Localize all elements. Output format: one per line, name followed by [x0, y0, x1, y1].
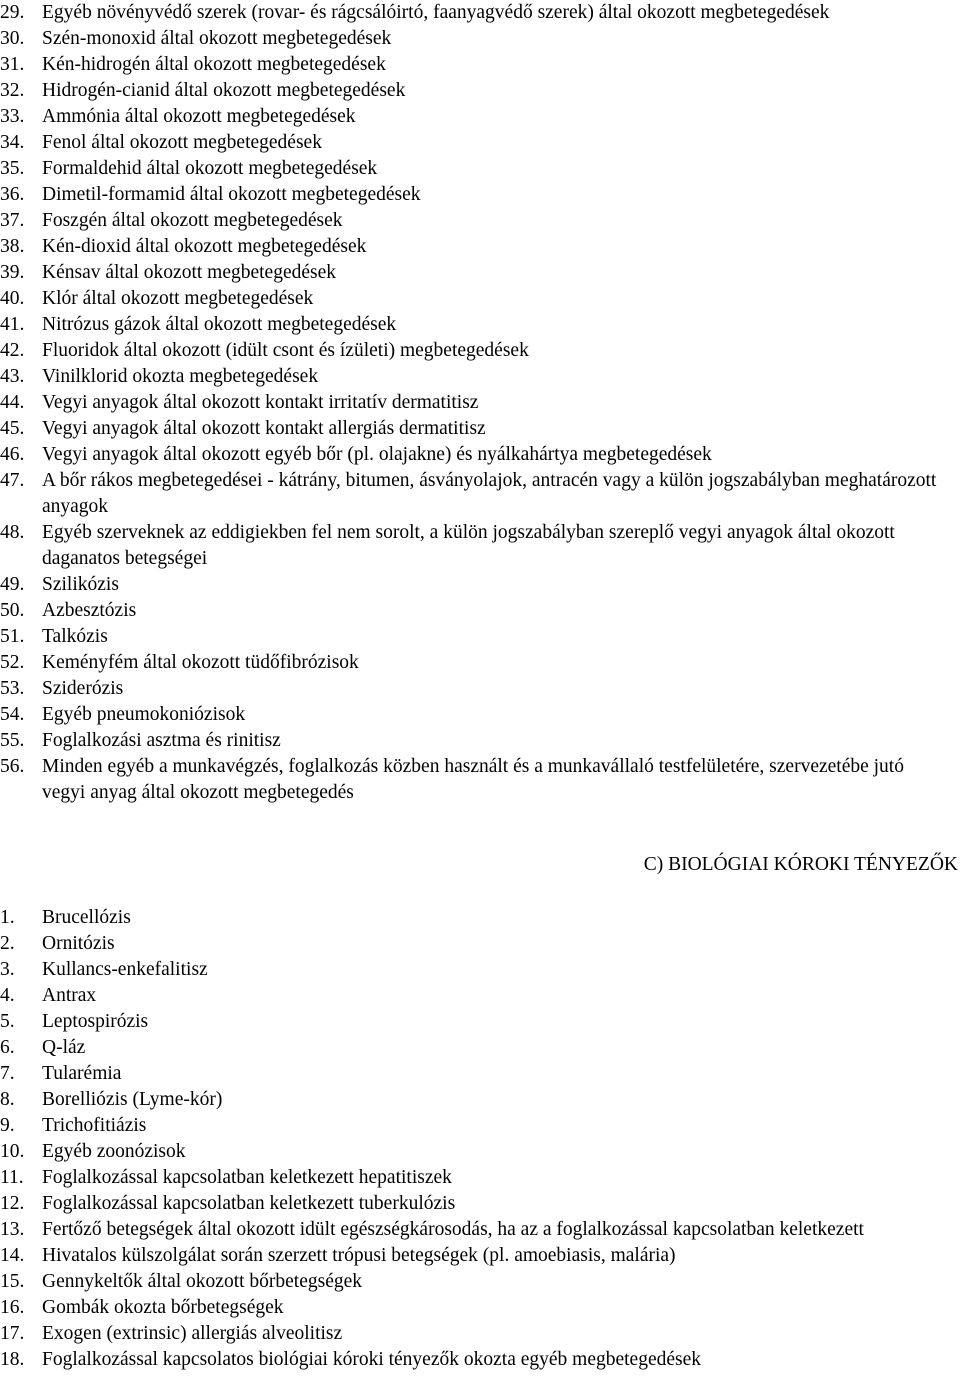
list-item [0, 1165, 950, 1191]
item-number: 37. [0, 210, 25, 231]
item-text: Borelliózis (Lyme-kór) [42, 1089, 223, 1110]
item-number: 41. [0, 314, 25, 335]
item-text: Egyéb pneumokoniózisok [42, 704, 246, 725]
item-text: Egyéb zoonózisok [42, 1141, 186, 1162]
item-text: Trichofitiázis [42, 1115, 147, 1136]
item-text: Foglalkozási asztma és rinitisz [42, 730, 281, 751]
item-number: 54. [0, 704, 25, 725]
item-number: 8. [0, 1089, 15, 1110]
item-number: 43. [0, 366, 25, 387]
item-number: 7. [0, 1063, 15, 1084]
item-number: 12. [0, 1193, 25, 1214]
item-text: Vinilklorid okozta megbetegedések [42, 366, 319, 387]
item-number: 3. [0, 959, 15, 980]
item-number: 4. [0, 985, 15, 1006]
item-number: 53. [0, 678, 25, 699]
item-number: 44. [0, 392, 25, 413]
item-number: 11. [0, 1167, 24, 1188]
item-number: 55. [0, 730, 25, 751]
item-text: Formaldehid által okozott megbetegedések [42, 158, 378, 179]
item-number: 17. [0, 1323, 25, 1344]
item-text: Foglalkozással kapcsolatban keletkezett hepatitiszek [42, 1167, 452, 1188]
list-item [0, 931, 950, 957]
list-item [0, 1321, 950, 1347]
section-c-heading: C) BIOLÓGIAI KÓROKI TÉNYEZŐK [643, 854, 958, 875]
list-item [0, 312, 950, 338]
item-text: Fertőző betegségek által okozott idült egészségkárosodás, ha az a foglalkozással kapcsolatban keletkezett [42, 1219, 864, 1240]
item-text: Leptospirózis [42, 1011, 149, 1032]
list-item [0, 260, 950, 286]
list-item [0, 338, 950, 364]
item-number: 48. [0, 522, 25, 543]
list-item [0, 78, 950, 104]
item-text: Sziderózis [42, 678, 124, 699]
item-text: Brucellózis [42, 907, 131, 928]
list-item [0, 130, 950, 156]
list-item [0, 624, 950, 650]
list-item [0, 1035, 950, 1061]
item-number: 34. [0, 132, 25, 153]
item-number: 30. [0, 28, 25, 49]
list-item [0, 286, 950, 312]
item-text: Kén-hidrogén által okozott megbetegedések [42, 54, 386, 75]
list-item [0, 905, 950, 931]
item-text: Dimetil-formamid által okozott megbetegedések [42, 184, 421, 205]
list-item [0, 1191, 950, 1217]
item-number: 35. [0, 158, 25, 179]
item-text: Fenol által okozott megbetegedések [42, 132, 322, 153]
item-text: Azbesztózis [42, 600, 137, 621]
list-item [0, 1139, 950, 1165]
item-text: Szilikózis [42, 574, 119, 595]
list-item [0, 1113, 950, 1139]
item-text: Foszgén által okozott megbetegedések [42, 210, 343, 231]
list-item [0, 390, 950, 416]
item-number: 29. [0, 2, 25, 23]
item-number: 13. [0, 1219, 25, 1240]
item-text: Tularémia [42, 1063, 122, 1084]
item-text: Kénsav által okozott megbetegedések [42, 262, 337, 283]
item-text: Antrax [42, 985, 97, 1006]
item-number: 39. [0, 262, 25, 283]
biological-diseases-list [0, 905, 950, 1373]
list-item [0, 0, 950, 26]
item-text: Szén-monoxid által okozott megbetegedések [42, 28, 392, 49]
item-number: 33. [0, 106, 25, 127]
list-item [0, 1217, 950, 1243]
list-item [0, 416, 950, 442]
item-text: Talkózis [42, 626, 108, 647]
item-number: 1. [0, 907, 15, 928]
list-item [0, 442, 950, 468]
list-item [0, 52, 950, 78]
item-number: 18. [0, 1349, 25, 1370]
item-text: Vegyi anyagok által okozott egyéb bőr (pl. olajakne) és nyálkahártya megbetegedések [42, 444, 712, 465]
item-number: 9. [0, 1115, 15, 1136]
list-item [0, 598, 950, 624]
list-item [0, 182, 950, 208]
list-item [0, 1295, 950, 1321]
item-text: Hidrogén-cianid által okozott megbetegedések [42, 80, 406, 101]
item-text: Exogen (extrinsic) allergiás alveolitisz [42, 1323, 343, 1344]
item-number: 5. [0, 1011, 15, 1032]
list-item [0, 1061, 950, 1087]
item-text: Vegyi anyagok által okozott kontakt allergiás dermatitisz [42, 418, 486, 439]
item-text: Ornitózis [42, 933, 115, 954]
list-item [0, 468, 950, 520]
item-number: 14. [0, 1245, 25, 1266]
item-number: 32. [0, 80, 25, 101]
item-number: 38. [0, 236, 25, 257]
item-text: Foglalkozással kapcsolatos biológiai kóroki tényezők okozta egyéb megbetegedések [42, 1349, 702, 1370]
list-item [0, 572, 950, 598]
item-number: 36. [0, 184, 25, 205]
item-text: Nitrózus gázok által okozott megbetegedések [42, 314, 397, 335]
item-text: Minden egyéb a munkavégzés, foglalkozás közben használt és a munkavállaló testfelületére, szervezetébe jutó vegyi anyag által okozott megbetegedés [42, 756, 904, 803]
item-number: 42. [0, 340, 25, 361]
item-number: 16. [0, 1297, 25, 1318]
list-item [0, 728, 950, 754]
item-text: Gombák okozta bőrbetegségek [42, 1297, 284, 1318]
item-text: A bőr rákos megbetegedései - kátrány, bitumen, ásványolajok, antracén vagy a külön jogszabályban meghatározott anyagok [42, 470, 937, 517]
list-item [0, 364, 950, 390]
list-item [0, 104, 950, 130]
list-item [0, 676, 950, 702]
list-item [0, 26, 950, 52]
item-number: 56. [0, 756, 25, 777]
item-text: Kén-dioxid által okozott megbetegedések [42, 236, 367, 257]
item-number: 31. [0, 54, 25, 75]
item-number: 45. [0, 418, 25, 439]
item-text: Egyéb szerveknek az eddigiekben fel nem sorolt, a külön jogszabályban szereplő vegyi anyagok által okozott daganatos betegségei [42, 522, 895, 569]
list-item [0, 957, 950, 983]
item-text: Keményfém által okozott tüdőfibrózisok [42, 652, 359, 673]
list-item [0, 983, 950, 1009]
item-number: 40. [0, 288, 25, 309]
item-text: Ammónia által okozott megbetegedések [42, 106, 356, 127]
list-item [0, 1243, 950, 1269]
list-item [0, 520, 950, 572]
item-number: 10. [0, 1141, 25, 1162]
item-text: Vegyi anyagok által okozott kontakt irritatív dermatitisz [42, 392, 479, 413]
list-item [0, 156, 950, 182]
list-item [0, 650, 950, 676]
item-text: Klór által okozott megbetegedések [42, 288, 314, 309]
item-number: 47. [0, 470, 25, 491]
item-text: Hivatalos külszolgálat során szerzett trópusi betegségek (pl. amoebiasis, malária) [42, 1245, 676, 1266]
item-number: 51. [0, 626, 25, 647]
list-item [0, 1269, 950, 1295]
list-item [0, 1087, 950, 1113]
item-number: 6. [0, 1037, 15, 1058]
item-number: 15. [0, 1271, 25, 1292]
item-text: Q-láz [42, 1037, 86, 1058]
item-text: Gennykeltők által okozott bőrbetegségek [42, 1271, 363, 1292]
list-item [0, 754, 950, 806]
item-number: 49. [0, 574, 25, 595]
list-item [0, 1347, 950, 1373]
list-item [0, 702, 950, 728]
list-item [0, 208, 950, 234]
item-number: 50. [0, 600, 25, 621]
item-number: 52. [0, 652, 25, 673]
item-text: Foglalkozással kapcsolatban keletkezett tuberkulózis [42, 1193, 456, 1214]
item-text: Kullancs-enkefalitisz [42, 959, 208, 980]
item-number: 46. [0, 444, 25, 465]
item-number: 2. [0, 933, 15, 954]
item-text: Fluoridok által okozott (idült csont és ízületi) megbetegedések [42, 340, 529, 361]
item-text: Egyéb növényvédő szerek (rovar- és rágcsálóirtó, faanyagvédő szerek) által okozott megbetegedések [42, 2, 830, 23]
list-item [0, 1009, 950, 1035]
list-item [0, 234, 950, 260]
